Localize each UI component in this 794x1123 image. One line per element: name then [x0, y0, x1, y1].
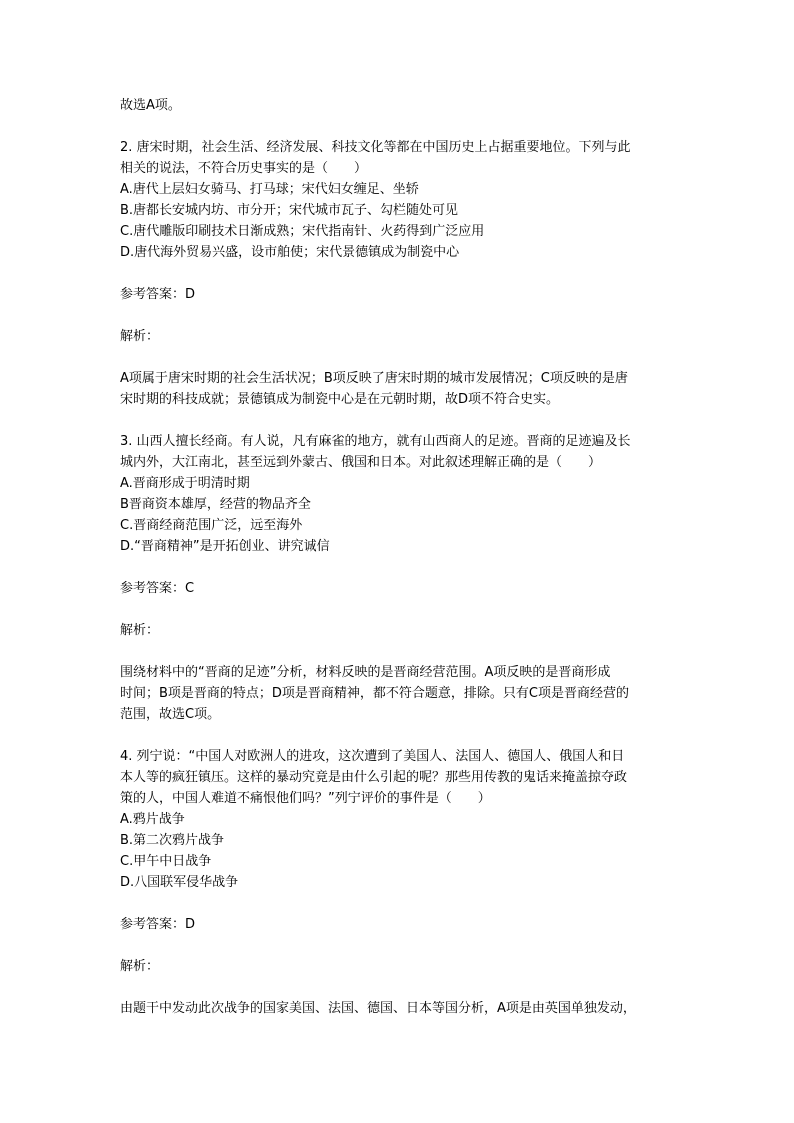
analysis-label: 解析：: [120, 959, 160, 974]
analysis-line: 范围，故选C项。: [120, 707, 221, 722]
analysis-line: 时间；B项是晋商的特点；D项是晋商精神，都不符合题意，排除。只有C项是晋商经营的: [120, 686, 630, 701]
option-a: A.晋商形成于明清时期: [120, 476, 250, 491]
question-stem: 城内外，大江南北，甚至远到外蒙古、俄国和日本。对此叙述理解正确的是（ ）: [120, 455, 602, 470]
option-a: A.鸦片战争: [120, 812, 185, 827]
document-content: [120, 95, 680, 1040]
question-stem: 2. 唐宋时期，社会生活、经济发展、科技文化等都在中国历史上占据重要地位。下列与此: [120, 140, 631, 155]
analysis-line: 由题干中发动此次战争的国家美国、法国、德国、日本等国分析，A项是由英国单独发动，: [120, 1001, 636, 1016]
analysis-line: 围绕材料中的“晋商的足迹”分析，材料反映的是晋商经营范围。A项反映的是晋商形成: [120, 665, 611, 680]
question-stem: 本人等的疯狂镇压。这样的暴动究竟是由什么引起的呢？那些用传教的鬼话来掩盖掠夺政: [120, 770, 628, 785]
option-b: B.唐都长安城内坊、市分开；宋代城市瓦子、勾栏随处可见: [120, 203, 459, 218]
intro-conclusion: 故选A项。: [120, 98, 181, 113]
answer-label: 参考答案：D: [120, 287, 196, 302]
analysis-text: [120, 368, 680, 410]
question-stem: 4. 列宁说：“中国人对欧洲人的进攻，这次遭到了美国人、法国人、德国人、俄国人和日: [120, 749, 625, 764]
option-d: D.“晋商精神”是开拓创业、讲究诚信: [120, 539, 330, 554]
option-a: A.唐代上层妇女骑马、打马球；宋代妇女缠足、坐轿: [120, 182, 419, 197]
analysis-label: 解析：: [120, 329, 160, 344]
answer-label: 参考答案：D: [120, 917, 196, 932]
question-4: [120, 746, 680, 893]
analysis-label: 解析：: [120, 623, 160, 638]
option-d: D.八国联军侵华战争: [120, 875, 239, 890]
question-3: [120, 431, 680, 557]
analysis-text: [120, 662, 680, 725]
analysis-text: [120, 998, 680, 1019]
option-b: B.第二次鸦片战争: [120, 833, 225, 848]
analysis-line: A项属于唐宋时期的社会生活状况；B项反映了唐宋时期的城市发展情况；C项反映的是唐: [120, 371, 628, 386]
option-c: C.甲午中日战争: [120, 854, 212, 869]
analysis-line: 宋时期的科技成就；景德镇成为制瓷中心是在元朝时期，故D项不符合史实。: [120, 392, 560, 407]
option-c: C.唐代雕版印刷技术日渐成熟；宋代指南针、火药得到广泛应用: [120, 224, 485, 239]
option-d: D.唐代海外贸易兴盛，设市舶使；宋代景德镇成为制瓷中心: [120, 245, 460, 260]
question-stem: 相关的说法，不符合历史事实的是（ ）: [120, 161, 368, 176]
answer-label: 参考答案：C: [120, 581, 195, 596]
question-stem: 3. 山西人擅长经商。有人说，凡有麻雀的地方，就有山西商人的足迹。晋商的足迹遍及长: [120, 434, 631, 449]
option-c: C.晋商经商范围广泛，远至海外: [120, 518, 303, 533]
question-stem: 策的人，中国人难道不痛恨他们吗？”列宁评价的事件是（ ）: [120, 791, 491, 806]
option-b: B晋商资本雄厚，经营的物品齐全: [120, 497, 311, 512]
question-2: [120, 137, 680, 263]
